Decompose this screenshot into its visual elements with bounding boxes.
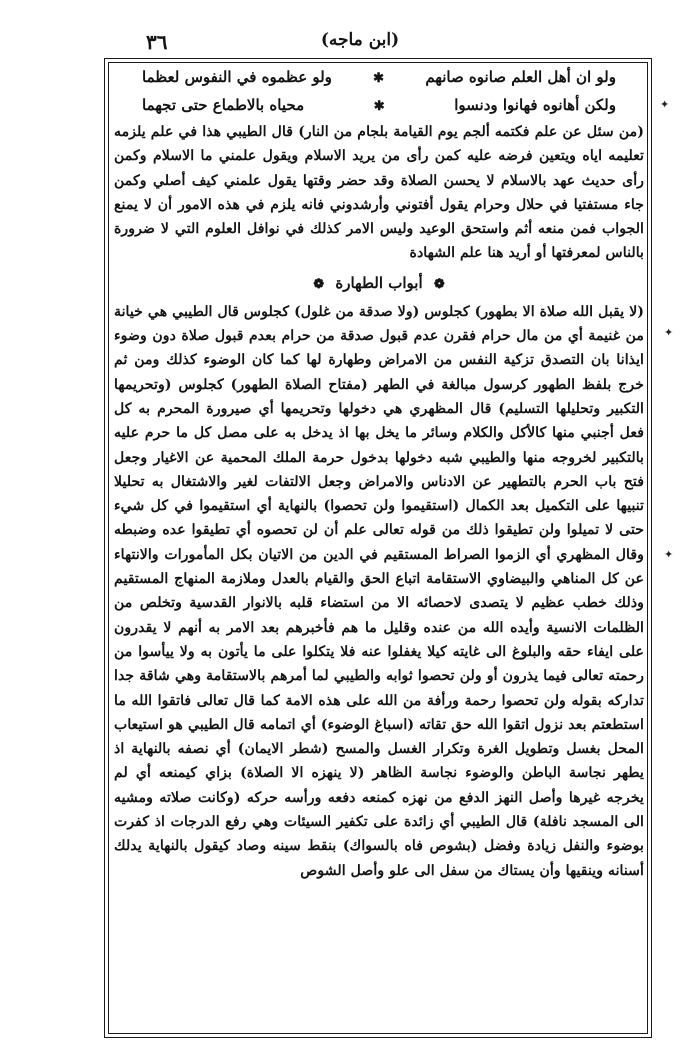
verse-separator: ✱	[373, 71, 385, 86]
margin-mark: ✦	[664, 548, 674, 561]
verse-line	[114, 64, 644, 92]
verse-first-half: ولكن أهانوه فهانوا ودنسوا	[454, 96, 616, 114]
commentary-paragraph: (من سئل عن علم فكتمه ألجم يوم القيامة بلجام من النار) قال الطيبي هذا في علم يلزمه تعليمه اياه ويتعين فرضه عليه كمن رأى من يريد الاسلام ويقول علمني ما الاسلام وكمن رأى حديث عهد بالاسلام لا يحسن الصلاة وقد حضر وقتها يقول علمني كيف أصلي وكمن جاء مستفتيا في حلال وحرام يقول أفتوني وأرشدوني فانه يلزم في هذه الامور أن لا يمنع الجواب فمن منعه أثم واستحق الوعيد وليس الامر كذلك في نوافل العلوم التي لا ضرورة بالناس لمعرفتها أو أريد هنا علم الشهادة	[114, 124, 644, 262]
running-header: (ابن ماجه)	[320, 30, 400, 50]
ornament-icon: ❁	[433, 276, 445, 292]
verse-separator: ✱	[373, 99, 385, 114]
chapter-title: أبواب الطهارة	[335, 273, 423, 292]
verse-line	[114, 92, 644, 120]
chapter-heading	[114, 268, 644, 300]
margin-mark: ✦	[660, 98, 670, 111]
verse-second-half: ولو عظموه في النفوس لعظما	[142, 68, 332, 86]
page-number: ٣٦	[146, 30, 168, 54]
page-content	[114, 64, 644, 1030]
ornament-icon: ❁	[313, 276, 325, 292]
commentary-paragraph: (لا يقبل الله صلاة الا بطهور) كجلوس (ولا صدقة من غلول) كجلوس قال الطيبي هي خيانة من غنيمة أي من مال حرام فقرن عدم قبول صدقة من حرام بعدم قبول صلاة دون وضوء ايذانا بان التصدق تزكية النفس من الامراض وطهارة لها كما كان الوضوء كذلك ومن ثم خرج بلفظ الطهور كرسول مبالغة في الطهر (مفتاح الصلاة الطهور) كجلوس (وتحريمها التكبير وتحليلها التسليم) قال المظهري هي دخولها وتحريمها أي صيرورة المحرم به كل فعل أجنبي منها كالأكل والكلام وسائر ما يخل بها اذ يدخل به على مصل كل ما حرم عليه بالتكبير لخروجه منها والطيبي شبه دخولها بدخول حرمة الملك المحمية عن الاغيار وجعل فتح باب الحرم بالتطهير عن الادناس والامراض وجعل الالتفات لغير والاشتغال به تحليلا تنبيها على التكميل بعد الكمال (استقيموا ولن تحصوا) بالنهاية أي استقيموا في كل شيء حتى لا تميلوا ولن تطيقوا ذلك من قوله تعالى علم أن لن تحصوه أي تطيقوا عده وضبطه وقال المظهري أي الزموا الصراط المستقيم في الدين من الاتيان بكل المأمورات والانتهاء عن كل المناهي والبيضاوي الاستقامة اتباع الحق والقيام بالعدل وملازمة المنهاج المستقيم وذلك خطب عظيم لا يتصدى لاحصائه الا من استضاء قلبه بالانوار القدسية وتخلص من الظلمات الانسية وأيده الله من عنده وقليل ما هم فأخبرهم بعد الامر به أنهم لا يقدرون على ايفاء حقه والبلوغ الى غايته كيلا يغفلوا عنه فلا يتكلوا على ما يأتون به ولا ييأسوا من رحمته تعالى فيما يذرون أو ولن تحصوا ثوابه والطيبي لما أمرهم بالاستقامة وهي شاقة جدا تداركه بقوله ولن تحصوا رحمة ورأفة من الله على هذه الامة كما قال تعالى فاتقوا الله ما استطعتم بعد نزول اتقوا الله حق تقاته (اسباغ الوضوء) أي اتمامه قال الطيبي هو استيعاب المحل بغسل وتطويل الغرة وتكرار الغسل والمسح (شطر الايمان) أي نصفه بالنهاية اذ يطهر نجاسة الباطن والوضوء نجاسة الظاهر (لا ينهزه الا الصلاة) بزاي كيمنعه أي لم يخرجه غيرها وأصل النهز الدفع من نهزه كمنعه دفعه ورأسه حركه (وكانت صلاته ومشيه الى المسجد نافلة) قال الطيبي أي زائدة على تكفير السيئات وهي رفع الدرجات اذ كفرت بوضوء والنفل زيادة وفضل (بشوص فاه بالسواك) بنقط سينه وصاد كيقول بالنهاية يدلك أسنانه وينقيها وأن يستاك من سفل الى علو وأصل الشوص	[114, 303, 644, 879]
margin-mark: ✦	[664, 326, 674, 339]
verse-first-half: ولو ان أهل العلم صانوه صانهم	[425, 68, 616, 86]
verse-second-half: محياه بالاطماع حتى تجهما	[142, 96, 305, 114]
